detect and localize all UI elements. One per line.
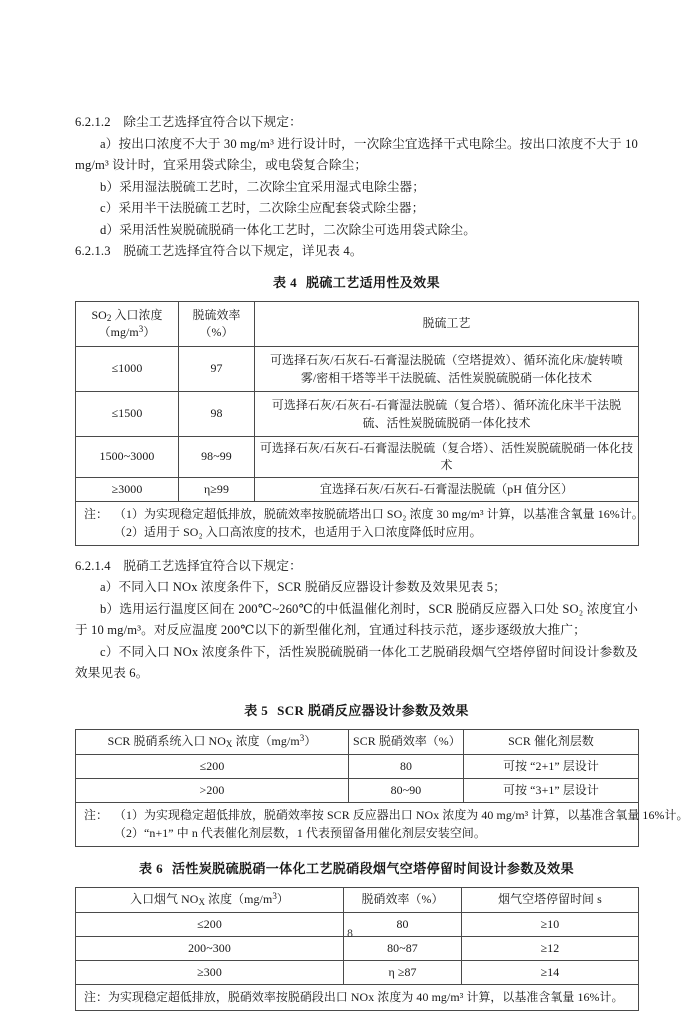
table-row (76, 346, 639, 391)
clause-6-2-1-2: 6.2.1.2 除尘工艺选择宜符合以下规定： (75, 115, 302, 129)
page-number: 8 (347, 928, 353, 940)
clause-6-2-1-2-item-b: b）采用湿法脱硫工艺时，二次除尘宜采用湿式电除尘器； (100, 179, 426, 194)
table5-label: 表 5 (244, 702, 269, 718)
table4-cell-concentration: ≥3000 (76, 477, 179, 501)
table6-notes (76, 984, 639, 1010)
clause-6-2-1-4-item-c: c）不同入口 NOx 浓度条件下，活性炭脱硫脱硝一体化工艺脱硝段烟气空塔停留时间设计参数及效果见表 6。 (75, 644, 638, 680)
table6-note-row (76, 984, 639, 1010)
table6-header-residence-time: 烟气空塔停留时间 s (462, 887, 639, 912)
table5-header-layers: SCR 催化剂层数 (464, 729, 639, 754)
table4-cell-concentration: ≤1000 (76, 346, 179, 391)
table6-note-label: 注： (84, 989, 108, 1004)
table6-cell-efficiency: η ≥87 (344, 960, 462, 984)
table6-cell-efficiency: 80~87 (344, 936, 462, 960)
table6-header-row (76, 887, 639, 912)
table4-cell-process: 宜选择石灰/石灰石-石膏湿法脱硫（pH 值分区） (255, 477, 639, 501)
table6-cell-concentration: 200~300 (76, 936, 344, 960)
table4-header-concentration: $SO_2$ 入口浓度 $(mg/m^3)$ (76, 301, 179, 346)
table4-cell-efficiency: η≥99 (179, 477, 255, 501)
table4-notes (76, 501, 644, 545)
table5-cell-concentration: ≤200 (76, 754, 349, 778)
table-row (76, 754, 639, 778)
table-row (76, 778, 639, 802)
table6-note-1: 为实现稳定超低排放，脱硝效率按脱硝段出口 NOx 浓度为 40 mg/m³ 计算，以基准含氧量 16%计。 (107, 989, 624, 1004)
table4-label: 表 4 (273, 274, 297, 290)
table5-notes (76, 802, 689, 846)
table4-header-row (76, 301, 639, 346)
table4-cell-efficiency: 98~99 (179, 436, 255, 477)
table-row (76, 960, 639, 984)
table4-cell-concentration: ≤1500 (76, 391, 179, 436)
table5-header-efficiency: SCR 脱硝效率（%） (349, 729, 464, 754)
clause-6-2-1-4-item-b: b）选用运行温度区间在 200℃~260℃的中低温催化剂时，SCR 脱硝反应器入口处 SO₂ 浓度宜小于 10 mg/m³。对反应温度 200℃以下的新型催化剂，宜通过科技示范，逐步逐级放大推广； (75, 601, 638, 637)
table4-note-1: （1）为实现稳定超低排放，脱硫效率按脱硫塔出口 SO₂ 浓度 30 mg/m³ 计算，以基准含氧量 16%计。 (114, 506, 644, 521)
table-5 (75, 729, 689, 847)
table6-cell-efficiency: 80 (344, 912, 462, 936)
table5-cell-layers: 可按 “2+1” 层设计 (464, 754, 639, 778)
table6-label: 表 6 (139, 860, 163, 876)
table6-cell-residence-time: ≥10 (462, 912, 639, 936)
table5-cell-layers: 可按 “3+1” 层设计 (464, 778, 639, 802)
table4-note-row (76, 501, 639, 545)
table6-header-efficiency: 脱硝效率（%） (344, 887, 462, 912)
table4-cell-process: 可选择石灰/石灰石-石膏湿法脱硫（空塔提效）、循环流化床/旋转喷雾/密相干塔等半干法脱硫、活性炭脱硫脱硝一体化技术 (255, 346, 639, 391)
table6-title (75, 859, 638, 879)
clause-6-2-1-4-item-a: a）不同入口 NOx 浓度条件下，SCR 脱硝反应器设计参数及效果见表 5； (100, 580, 506, 594)
table5-note-2: （2）“n+1” 中 n 代表催化剂层数，1 代表预留备用催化剂层安装空间。 (114, 825, 486, 840)
table4-cell-process: 可选择石灰/石灰石-石膏湿法脱硫（复合塔）、循环流化床半干法脱硫、活性炭脱硫脱硝一体化技术 (255, 391, 639, 436)
table6-cell-residence-time: ≥12 (462, 936, 639, 960)
table5-cell-concentration: >200 (76, 778, 349, 802)
clause-6-2-1-2-item-a: a）按出口浓度不大于 30 mg/m³ 进行设计时，一次除尘宜选择干式电除尘。按出口浓度不大于 10 mg/m³ 设计时，宜采用袋式除尘，或电袋复合除尘； (75, 136, 638, 172)
table5-header-concentration: SCR 脱硝系统入口 $NO_X$ 浓度$(mg/m^3)$ (76, 729, 349, 754)
table4-cell-concentration: 1500~3000 (76, 436, 179, 477)
table4-caption: 脱硫工艺适用性及效果 (305, 274, 440, 290)
table5-note-label: 注： (84, 807, 108, 822)
table5-title (75, 701, 638, 721)
table6-cell-residence-time: ≥14 (462, 960, 639, 984)
table-row (76, 477, 639, 501)
table4-note-2: （2）适用于 SO₂ 入口高浓度的技术，也适用于入口浓度降低时应用。 (114, 524, 482, 539)
clause-6-2-1-4: 6.2.1.4 脱硝工艺选择宜符合以下规定： (75, 558, 302, 573)
table5-cell-efficiency: 80 (349, 754, 464, 778)
table4-header-process: 脱硫工艺 (255, 301, 639, 346)
table4-cell-process: 可选择石灰/石灰石-石膏湿法脱硫（复合塔）、活性炭脱硫脱硝一体化技术 (255, 436, 639, 477)
table4-note-label: 注： (84, 506, 108, 521)
table6-caption: 活性炭脱硫脱硝一体化工艺脱硝段烟气空塔停留时间设计参数及效果 (171, 860, 574, 876)
clause-6-2-1-2-item-d: d）采用活性炭脱硫脱硝一体化工艺时，二次除尘可选用袋式除尘。 (100, 222, 477, 237)
table4-cell-efficiency: 97 (179, 346, 255, 391)
clause-6-2-1-3: 6.2.1.3 脱硫工艺选择宜符合以下规定，详见表 4。 (75, 244, 363, 258)
table6-cell-concentration: ≤200 (76, 912, 344, 936)
table4-title (75, 273, 638, 293)
table5-cell-efficiency: 80~90 (349, 778, 464, 802)
table4-cell-efficiency: 98 (179, 391, 255, 436)
table5-header-row (76, 729, 639, 754)
clause-6-2-1-2-item-c: c）采用半干法脱硫工艺时，二次除尘应配套袋式除尘器； (100, 201, 425, 215)
table-6 (75, 887, 639, 1011)
table-row (76, 391, 639, 436)
clause-block-6-2-1-4 (75, 556, 638, 685)
table-row (76, 436, 639, 477)
table6-header-concentration: 入口烟气 $NO_X$ 浓度$(mg/m^3)$ (76, 887, 344, 912)
table5-caption: SCR 脱硝反应器设计参数及效果 (277, 702, 469, 718)
table5-note-row (76, 802, 639, 846)
clause-block-6-2-1-2 (75, 112, 638, 263)
table4-header-efficiency: 脱硫效率（%） (179, 301, 255, 346)
table5-note-1: （1）为实现稳定超低排放，脱硝效率按 SCR 反应器出口 NOx 浓度为 40 mg/m³ 计算，以基准含氧量 16%计。 (114, 807, 689, 822)
table-4 (75, 301, 644, 546)
table6-cell-concentration: ≥300 (76, 960, 344, 984)
